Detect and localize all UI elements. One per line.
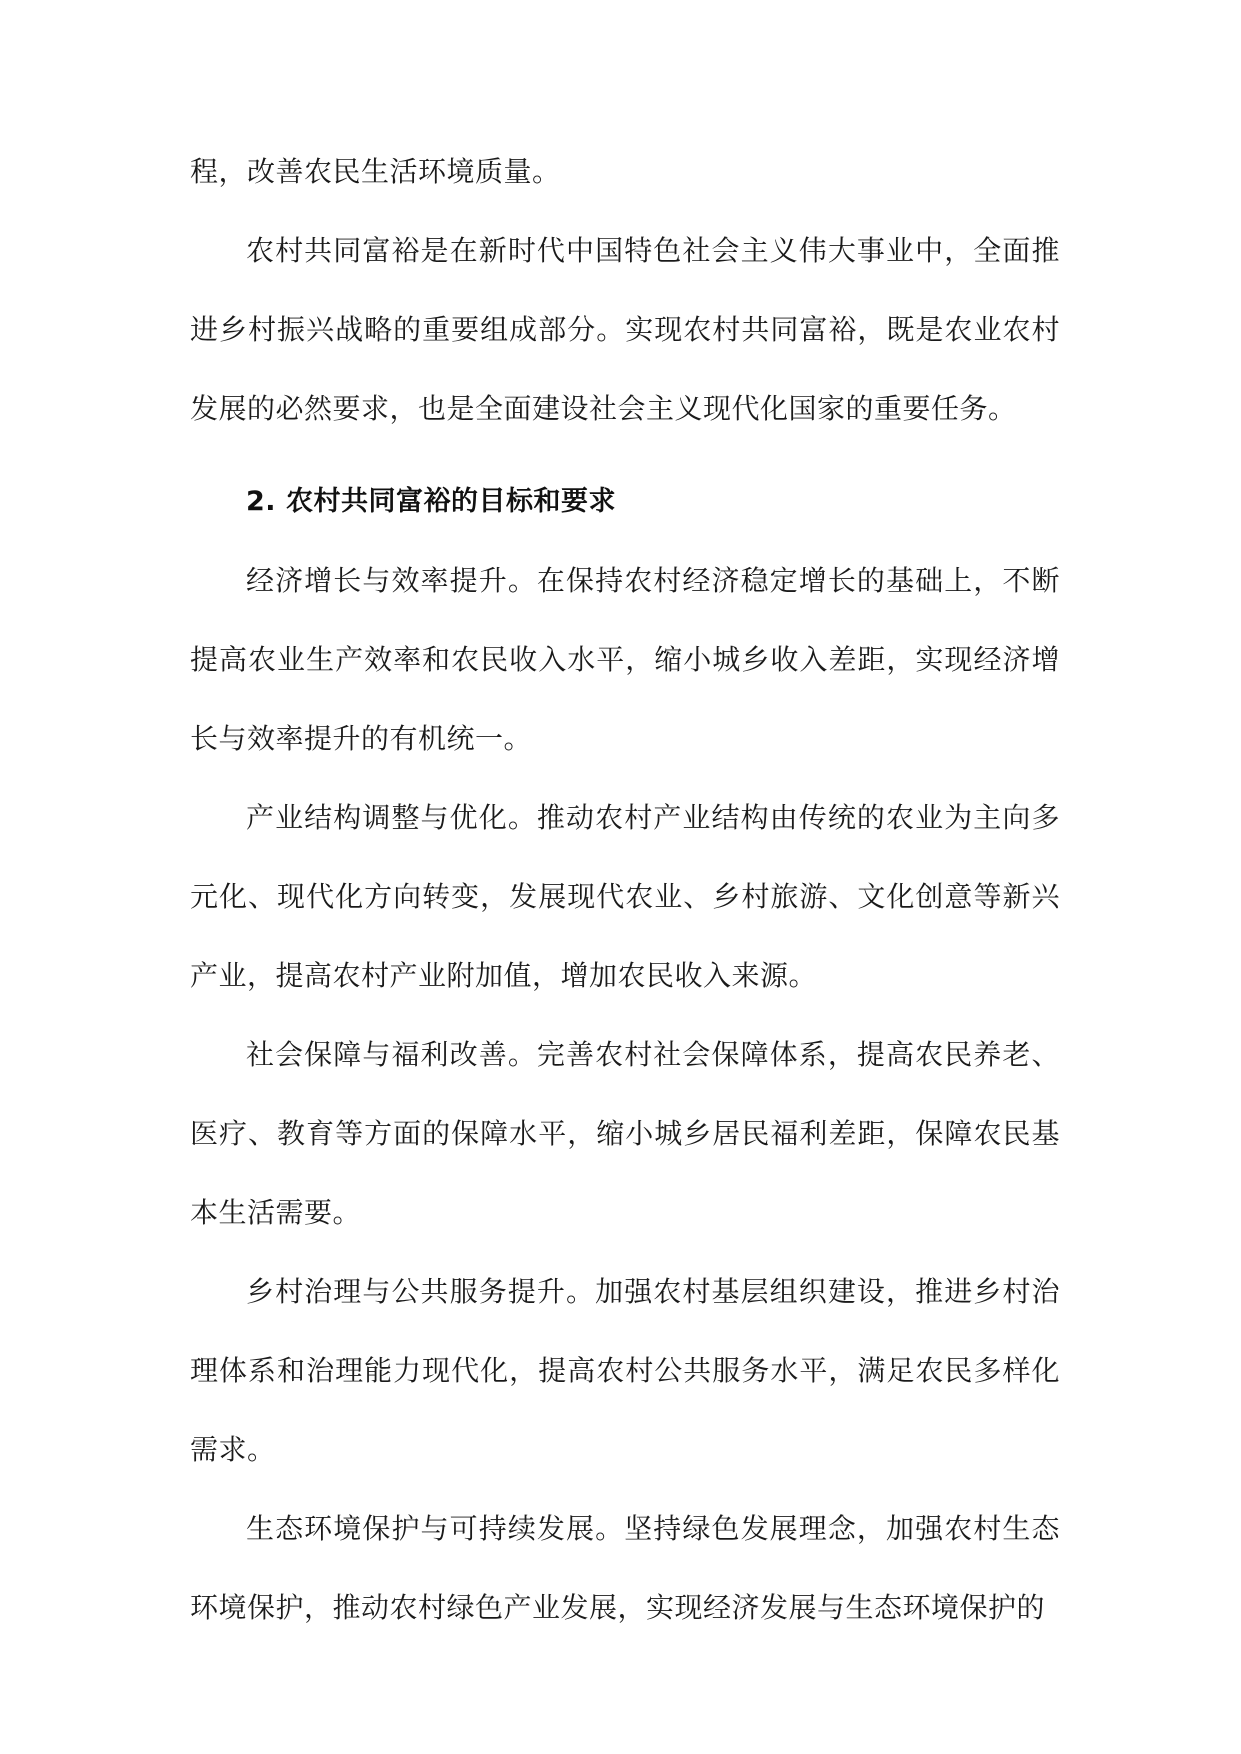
- document-body: [190, 132, 1060, 1647]
- paragraph-ecological-protection: 生态环境保护与可持续发展。坚持绿色发展理念，加强农村生态环境保护，推动农村绿色产业发展，实现经济发展与生态环境保护的: [190, 1512, 1060, 1624]
- paragraph-social-security: 社会保障与福利改善。完善农村社会保障体系，提高农民养老、医疗、教育等方面的保障水平，缩小城乡居民福利差距，保障农民基本生活需要。: [190, 1038, 1060, 1229]
- continuation-paragraph: 程，改善农民生活环境质量。: [190, 155, 561, 188]
- section-heading: 2. 农村共同富裕的目标和要求: [246, 486, 616, 517]
- paragraph-industrial-structure: 产业结构调整与优化。推动农村产业结构由传统的农业为主向多元化、现代化方向转变，发展现代农业、乡村旅游、文化创意等新兴产业，提高农村产业附加值，增加农民收入来源。: [190, 801, 1060, 992]
- intro-paragraph: 农村共同富裕是在新时代中国特色社会主义伟大事业中，全面推进乡村振兴战略的重要组成部分。实现农村共同富裕，既是农业农村发展的必然要求，也是全面建设社会主义现代化国家的重要任务。: [190, 234, 1060, 425]
- paragraph-economic-growth: 经济增长与效率提升。在保持农村经济稳定增长的基础上，不断提高农业生产效率和农民收入水平，缩小城乡收入差距，实现经济增长与效率提升的有机统一。: [190, 564, 1060, 755]
- paragraph-rural-governance: 乡村治理与公共服务提升。加强农村基层组织建设，推进乡村治理体系和治理能力现代化，提高农村公共服务水平，满足农民多样化需求。: [190, 1275, 1060, 1466]
